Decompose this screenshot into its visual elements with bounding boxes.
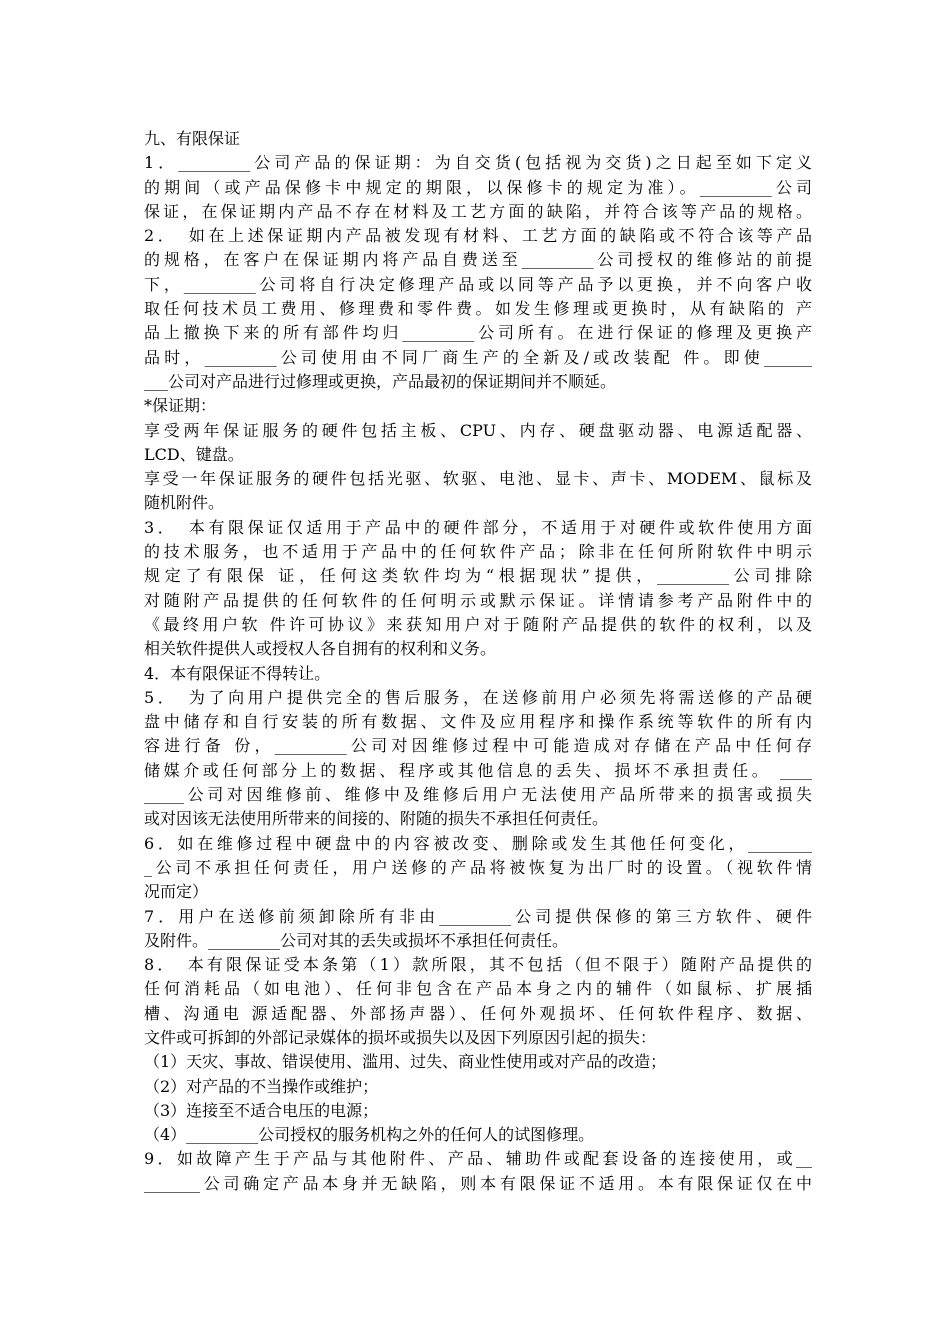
text-line: _____公司对因维修前、维修中及维修后用户无法使用产品所带来的损害或损失 [144, 785, 812, 805]
text-line: （1）天灾、事故、错误使用、滥用、过失、商业性使用或对产品的改造； [144, 1052, 667, 1072]
text-line: 相关软件提供人或授权人各自拥有的权利和义务。 [144, 639, 497, 659]
text-line: （4）_________公司授权的服务机构之外的任何人的试图修理。 [144, 1125, 595, 1145]
text-line: 或对因该无法使用所带来的间接的、附随的损失不承担任何责任。 [144, 809, 609, 829]
text-line: 1．_________公司产品的保证期：为自交货(包括视为交货)之日起至如下定义 [144, 153, 812, 173]
text-line: 8． 本有限保证受本条第（1）款所限，其不包括（但不限于）随附产品提供的 [144, 955, 812, 975]
text-line: （2）对产品的不当操作或维护； [144, 1076, 379, 1096]
text-line: 及附件。_________公司对其的丢失或损坏不承担任何责任。 [144, 930, 569, 950]
text-line: 《最终用户软 件许可协议》来获知用户对于随附产品提供的软件的权利，以及 [144, 614, 812, 634]
document-page [144, 127, 812, 1196]
text-line: 3． 本有限保证仅适用于产品中的硬件部分，不适用于对硬件或软件使用方面 [144, 517, 812, 537]
text-line: 随机附件。 [144, 493, 225, 513]
text-line: 任何消耗品（如电池）、任何非包含在产品本身之内的辅件（如鼠标、扩展插 [144, 979, 812, 999]
text-line: 取任何技术员工费用、修理费和零件费。如发生修理或更换时，从有缺陷的 产 [144, 299, 812, 319]
text-line: 5． 为了向用户提供完全的售后服务，在送修前用户必须先将需送修的产品硬 [144, 687, 812, 707]
text-line: 享受一年保证服务的硬件包括光驱、软驱、电池、显卡、声卡、MODEM、鼠标及 [144, 469, 812, 489]
text-line: 的期间（或产品保修卡中规定的期限，以保修卡的规定为准）。_________公司 [144, 177, 812, 197]
text-line: 享受两年保证服务的硬件包括主板、CPU、内存、硬盘驱动器、电源适配器、 [144, 420, 812, 440]
section-heading: 九、有限保证 [144, 129, 241, 148]
text-line: 容进行备 份，_________公司对因维修过程中可能造成对存储在产品中任何存 [144, 736, 812, 756]
text-line: 的技术服务，也不适用于产品中的任何软件产品；除非在任何所附软件中明示 [144, 542, 812, 562]
text-line: 保证，在保证期内产品不存在材料及工艺方面的缺陷，并符合该等产品的规格。 [144, 201, 812, 221]
text-line: 7．用户在送修前须卸除所有非由_________公司提供保修的第三方软件、硬件 [144, 906, 812, 926]
text-line: 的规格，在客户在保证期内将产品自费送至_________公司授权的维修站的前提 [144, 250, 812, 270]
text-line: 储媒介或任何部分上的数据、程序或其他信息的丢失、损坏不承担责任。 ____ [144, 760, 812, 780]
text-line: 规定了有限保 证，任何这类软件均为“根据现状”提供，_________公司排除 [144, 566, 812, 586]
text-line: 品上撤换下来的所有部件均归_________公司所有。在进行保证的修理及更换产 [144, 323, 812, 343]
text-line: 品时，_________公司使用由不同厂商生产的全新及/或改装配 件。即使______ [144, 347, 812, 367]
text-line: 况而定） [144, 882, 209, 902]
text-line: 文件或可拆卸的外部记录媒体的损坏或损失以及因下列原因引起的损失： [144, 1027, 657, 1047]
text-line: 2． 如在上述保证期内产品被发现有材料、工艺方面的缺陷或不符合该等产品 [144, 226, 812, 246]
text-line: _______公司确定产品本身并无缺陷，则本有限保证不适用。本有限保证仅在中 [144, 1173, 812, 1193]
text-line: 盘中储存和自行安装的所有数据、文件及应用程序和操作系统等软件的所有内 [144, 712, 812, 732]
text-line: 6．如在维修过程中硬盘中的内容被改变、删除或发生其他任何变化，________ [144, 833, 812, 853]
text-line: *保证期： [144, 396, 217, 416]
text-line: （3）连接至不适合电压的电源； [144, 1100, 379, 1120]
text-line: _公司不承担任何责任，用户送修的产品将被恢复为出厂时的设置。（视软件情 [144, 857, 812, 877]
text-line: LCD、键盘。 [144, 444, 244, 464]
text-line: ___公司对产品进行过修理或更换，产品最初的保证期间并不顺延。 [144, 371, 617, 391]
text-line: 4．本有限保证不得转让。 [144, 663, 331, 683]
text-line: 对随附产品提供的任何软件的任何明示或默示保证。详情请参考产品附件中的 [144, 590, 812, 610]
text-line: 9．如故障产生于产品与其他附件、产品、辅助件或配套设备的连接使用，或__ [144, 1149, 812, 1169]
text-line: 下，_________公司将自行决定修理产品或以同等产品予以更换，并不向客户收 [144, 274, 812, 294]
text-line: 槽、沟通电 源适配器、外部扬声器）、任何外观损坏、任何软件程序、数据、 [144, 1003, 812, 1023]
